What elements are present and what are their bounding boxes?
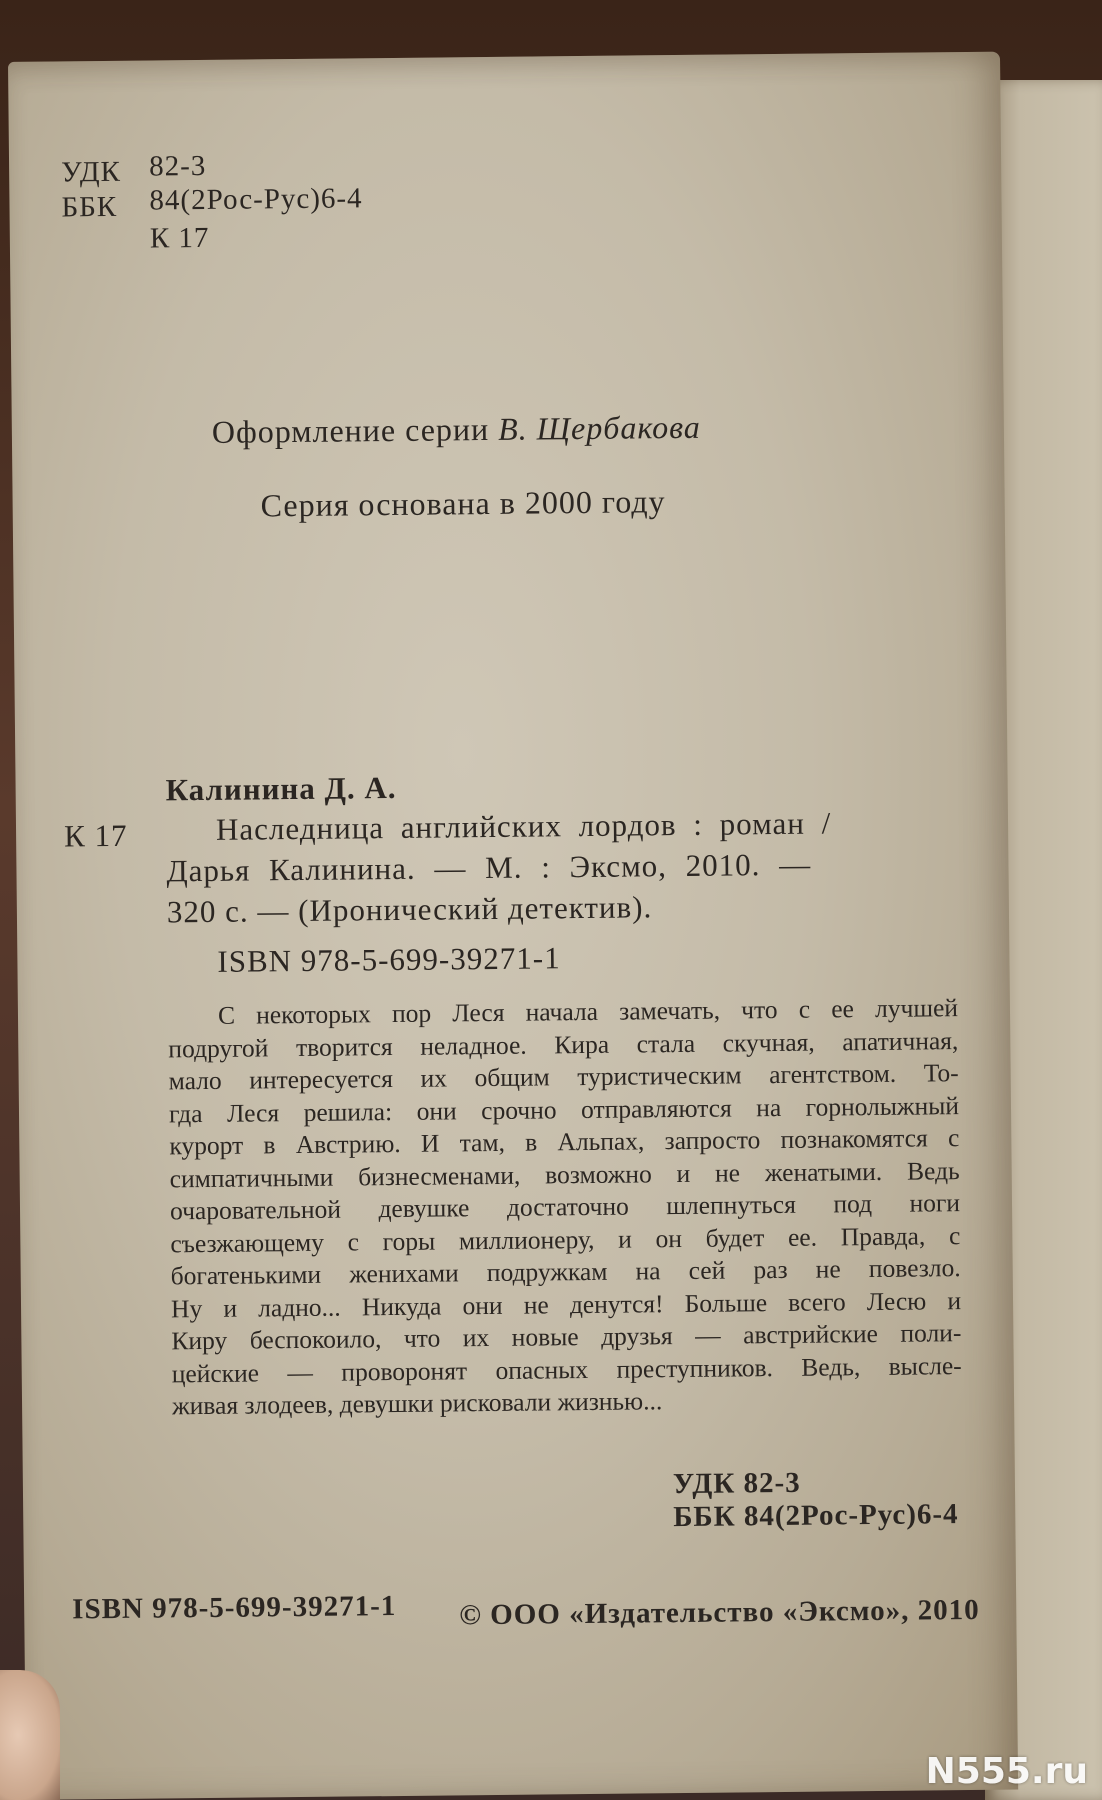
udk-value: 82-3 [148,149,207,183]
annotation-line: цейские — проворонят опасных преступников. Ведь, высле- [171,1350,962,1388]
catalog-author: Калинина Д. А. [165,769,397,808]
annotation-line: курорт в Австрию. И там, в Альпах, запросто познакомятся с [169,1123,960,1161]
catalog-mark: К 17 [63,817,128,854]
annotation-line: С некоторых пор Леся начала замечать, что с ее лучшей [217,993,959,1030]
annotation-line: богатенькими женихами подружкам на сей раз не повезло. [170,1253,961,1291]
catalog-line-3: 320 с. — (Иронический детектив). [166,889,653,930]
annotation-line: очаровательной девушке достаточно шлепнуться под ноги [169,1188,961,1226]
bbk-label: ББК [61,190,118,224]
catalog-isbn: ISBN 978-5-699-39271-1 [217,940,561,979]
series-design-prefix: Оформление серии [211,410,490,450]
series-founded: Серия основана в 2000 году [260,483,666,524]
annotation-line: съезжающему с горы миллионеру, и он будет ее. Правда, с [170,1220,961,1258]
annotation-text [168,992,962,1423]
annotation-line: Ну и ладно... Никуда они не денутся! Больше всего Лесю и [170,1285,962,1323]
author-mark: К 17 [149,221,210,255]
annotation-line: подругой творится неладное. Кира стала скучная, апатичная, [168,1025,959,1063]
series-design-line [212,409,701,451]
holding-finger [0,1670,60,1800]
footer-bbk: ББК 84(2Рос-Рус)6-4 [673,1498,959,1534]
annotation-line: Киру беспокоило, что их новые друзья — австрийские поли- [171,1318,962,1356]
annotation-line: симпатичными бизнесменами, возможно и не женатыми. Ведь [169,1155,960,1193]
catalog-line-1: Наследница английских лордов : роман / [215,805,832,847]
annotation-line: гда Леся решила: они срочно отправляются на горнолыжный [168,1090,960,1128]
series-design-author: В. Щербакова [497,408,701,447]
bbk-value: 84(2Рос-Рус)6-4 [149,182,363,217]
imprint-copyright: © ООО «Издательство «Эксмо», 2010 [459,1593,980,1632]
annotation-line: мало интересуется их общим туристическим агентством. То- [168,1058,959,1096]
footer-udk: УДК 82-3 [672,1466,801,1501]
catalog-line-2: Дарья Калинина. — М. : Эксмо, 2010. — [166,846,812,889]
udk-label: УДК [60,155,122,189]
site-watermark: N555.ru [925,1751,1088,1792]
annotation-line: живая злодеев, девушки рисковали жизнью... [171,1386,663,1421]
imprint-isbn: ISBN 978-5-699-39271-1 [72,1590,397,1626]
book-page [8,52,1018,1800]
